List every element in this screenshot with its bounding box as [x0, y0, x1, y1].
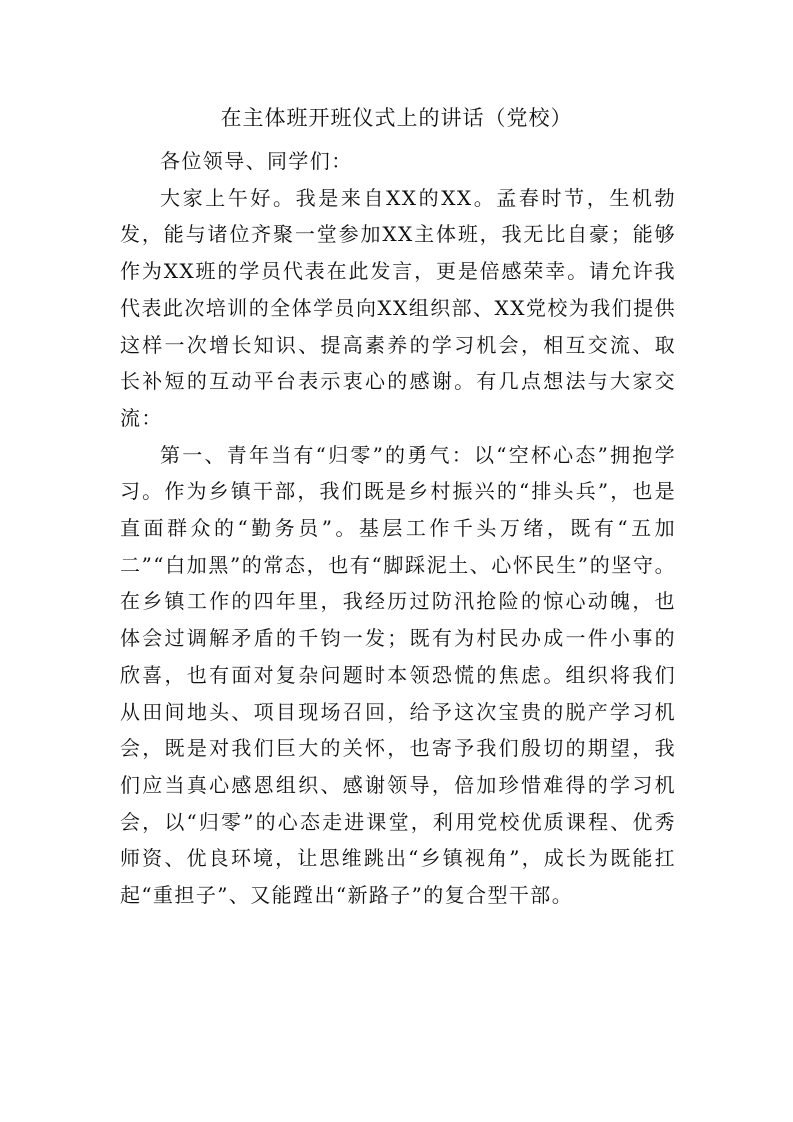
- document-body: [120, 143, 676, 914]
- document-title: 在主体班开班仪式上的讲话（党校）: [220, 106, 573, 130]
- opening-paragraph: 大家上午好。我是来自XX的XX。孟春时节，生机勃发，能与诸位齐聚一堂参加XX主体班，我无比自豪；能够作为XX班的学员代表在此发言，更是倍感荣幸。请允许我代表此次培训的全体学员向XX组织部、XX党校为我们提供这样一次增长知识、提高素养的学习机会，相互交流、取长补短的互动平台表示衷心的感谢。有几点想法与大家交流：: [120, 185, 676, 430]
- point-one-paragraph: 第一、青年当有“归零”的勇气：以“空杯心态”拥抱学习。作为乡镇干部，我们既是乡村振兴的“排头兵”，也是直面群众的“勤务员”。基层工作千头万绪，既有“五加二”“白加黑”的常态，也有“脚踩泥土、心怀民生”的坚守。在乡镇工作的四年里，我经历过防汛抢险的惊心动魄，也体会过调解矛盾的千钧一发；既有为村民办成一件小事的欣喜，也有面对复杂问题时本领恐慌的焦虑。组织将我们从田间地头、项目现场召回，给予这次宝贵的脱产学习机会，既是对我们巨大的关怀，也寄予我们殷切的期望，我们应当真心感恩组织、感谢领导，倍加珍惜难得的学习机会，以“归零”的心态走进课堂，利用党校优质课程、优秀师资、优良环境，让思维跳出“乡镇视角”，成长为既能扛起“重担子”、又能蹚出“新路子”的复合型干部。: [120, 442, 676, 908]
- salutation: 各位领导、同学们：: [160, 149, 353, 173]
